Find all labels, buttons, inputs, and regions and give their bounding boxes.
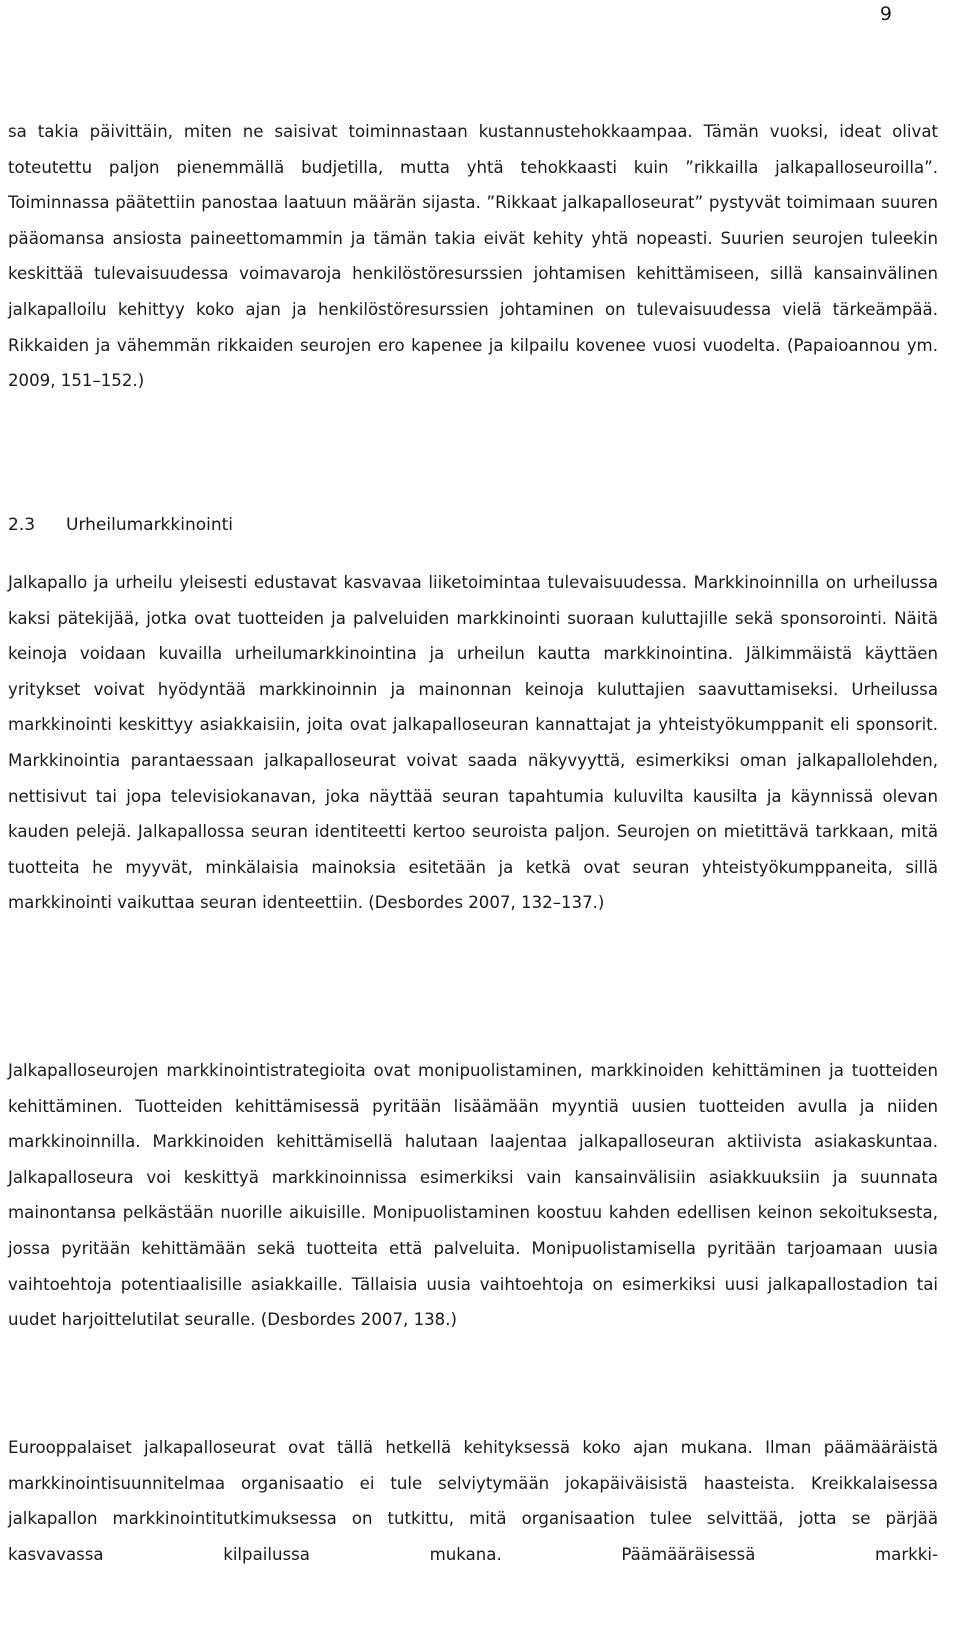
section-number: 2.3 (8, 515, 36, 535)
section-title: Urheilumarkkinointi (66, 515, 234, 535)
page-number: 9 (879, 3, 892, 25)
paragraph-1: sa takia päivittäin, miten ne saisivat toiminnastaan kustannustehokkaampaa. Tämän vuoksi, ideat olivat toteutettu paljon pienemmällä budjetilla, mutta yhtä tehokkaasti kuin ”rikkailla jalkapalloseuroilla”. Toiminnassa päätettiin panostaa laatuun määrän sijasta. ”Rikkaat jalkapalloseurat” pystyvät toimimaan suuren pääomansa ansiosta paineettomammin ja tämän takia eivät kehity yhtä nopeasti. Suurien seurojen tuleekin keskittää tulevaisuudessa voimavaroja henkilöstöresurssien johtamisen kehittämiseen, sillä kansainvälinen jalkapalloilu kehittyy koko ajan ja henkilöstöresurssien johtaminen on tulevaisuudessa vielä tärkeämpää. Rikkaiden ja vähemmän rikkaiden seurojen ero kapenee ja kilpailu kovenee vuosi vuodelta. (Papaioannou ym. 2009, 151–152.) (8, 122, 938, 391)
paragraph-4: Eurooppalaiset jalkapalloseurat ovat tällä hetkellä kehityksessä koko ajan mukana. Ilman päämääräistä markkinointisuunnitelmaa organisaatio ei tule selviytymään jokapäiväisistä haasteista. Kreikkalaisessa jalkapallon markkinointitutkimuksessa on tutkittu, mitä organisaation tulee selvittää, jotta se pärjää kasvavassa kilpailussa mukana. Päämääräisessä markki- (8, 1438, 938, 1564)
section-heading (8, 510, 233, 540)
paragraph-3: Jalkapalloseurojen markkinointistrategioita ovat monipuolistaminen, markkinoiden kehittäminen ja tuotteiden kehittäminen. Tuotteiden kehittämisessä pyritään lisäämään myyntiä uusien tuotteiden avulla ja niiden markkinoinnilla. Markkinoiden kehittämisellä halutaan laajentaa jalkapalloseuran aktiivista asiakaskuntaa. Jalkapalloseura voi keskittyä markkinoinnissa esimerkiksi vain kansainvälisiin asiakkuuksiin ja suunnata mainontansa pelkästään nuorille aikuisille. Monipuolistaminen koostuu kahden edellisen keinon sekoituksesta, jossa pyritään kehittämään sekä tuotteita että palveluita. Monipuolistamisella pyritään tarjoamaan uusia vaihtoehtoja potentiaalisille asiakkaille. Tällaisia uusia vaihtoehtoja on esimerkiksi uusi jalkapallostadion tai uudet harjoittelutilat seuralle. (Desbordes 2007, 138.) (8, 1061, 938, 1330)
paragraph-2: Jalkapallo ja urheilu yleisesti edustavat kasvavaa liiketoimintaa tulevaisuudessa. Markkinoinnilla on urheilussa kaksi pätekijää, jotka ovat tuotteiden ja palveluiden markkinointi suoraan kuluttajille sekä sponsorointi. Näitä keinoja voidaan kuvailla urheilumarkkinointina ja urheilun kautta markkinointina. Jälkimmäistä käyttäen yritykset voivat hyödyntää markkinoinnin ja mainonnan keinoja kuluttajien saavuttamiseksi. Urheilussa markkinointi keskittyy asiakkaisiin, joita ovat jalkapalloseuran kannattajat ja yhteistyökumppanit eli sponsorit. Markkinointia parantaessaan jalkapalloseurat voivat saada näkyvyyttä, esimerkiksi oman jalkapallolehden, nettisivut tai jopa televisiokanavan, joka näyttää seuran tapahtumia kuluvilta kausilta ja käynnissä olevan kauden pelejä. Jalkapallossa seuran identiteetti kertoo seuroista paljon. Seurojen on mietittävä tarkkaan, mitä tuotteita he myyvät, minkälaisia mainoksia esitetään ja ketkä ovat seuran yhteistyökumppaneita, sillä markkinointi vaikuttaa seuran identeettiin. (Desbordes 2007, 132–137.) (8, 573, 938, 913)
